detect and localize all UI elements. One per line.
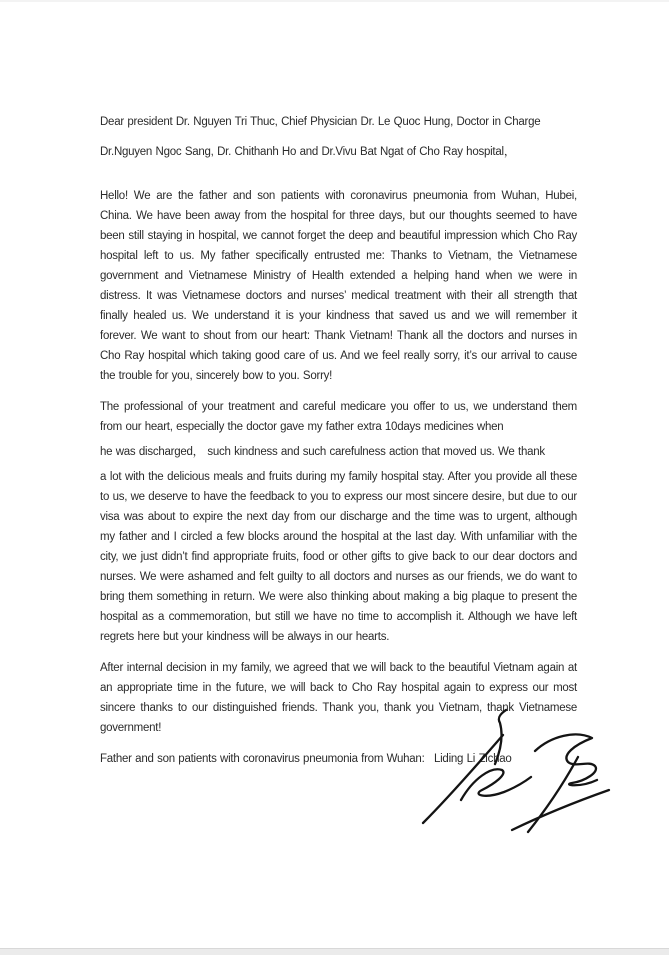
scan-top-edge <box>0 0 669 2</box>
scan-bottom-edge <box>0 948 669 955</box>
letter-paragraph: Hello! We are the father and son patients with coronavirus pneumonia from Wuhan, Hubei, China. We have been away from the hospital for three days, but our thoughts seemed to have been still staying in hospital, we cannot forget the deep and beautiful impression which Cho Ray hospital left to us. My father specifically entrusted me: Thanks to Vietnam, the Vietnamese government and Vietnamese Ministry of Health extended a helping hand when we were in distress. It was Vietnamese doctors and nurses’ medical treatment with their all strength that finally healed us. We understand it is your kindness that saved us and we will remember it forever. We want to shout from our heart: Thank Vietnam! Thank all the doctors and nurses in Cho Ray hospital which taking good care of us. And we feel really sorry, it’s our arrival to cause the trouble for you, sincerely bow to you. Sorry! <box>100 190 577 382</box>
letter-paragraph: The professional of your treatment and careful medicare you offer to us, we understand them from our heart, especially the doctor gave my father extra 10days medicines when <box>100 401 577 433</box>
closing-line <box>100 749 577 769</box>
closing-attribution: Father and son patients with coronavirus pneumonia from Wuhan: <box>100 753 425 765</box>
letter-body <box>100 114 577 769</box>
letter-paragraph: a lot with the delicious meals and fruits during my family hospital stay. After you provide all these to us, we deserve to have the feedback to you to express our most sincere desire, but due to our visa was about to expire the next day from our discharge and the time was to urgent, although my father and I circled a few blocks around the hospital at the last day. With unfamiliar with the city, we just didn’t find appropriate fruits, food or other gifts to give back to our dear doctors and nurses. We were ashamed and felt guilty to all doctors and nurses as our friends, we do want to bring them something in return. We were also thinking about making a big plaque to present the hospital as a commemoration, but still we have no time to accomplish it. Although we have left regrets here but your kindness will be always in our hearts. <box>100 471 577 643</box>
signer-names: Liding Li Zichao <box>433 753 512 765</box>
salutation-line-1: Dear president Dr. Nguyen Tri Thuc, Chief Physician Dr. Le Quoc Hung, Doctor in Charge <box>100 116 541 128</box>
letter-paragraph: he was discharged， such kindness and such carefulness action that moved us. We thank <box>100 446 545 458</box>
letter-paragraph: After internal decision in my family, we agreed that we will back to the beautiful Vietnam again at an appropriate time in the future, we will back to Cho Ray hospital again to express our most sincere thanks to our distinguished friends. Thank you, thank you Vietnam, thank Vietnamese government! <box>100 662 577 734</box>
salutation-line-2: Dr.Nguyen Ngoc Sang, Dr. Chithanh Ho and Dr.Vivu Bat Ngat of Cho Ray hospital， <box>100 146 516 158</box>
